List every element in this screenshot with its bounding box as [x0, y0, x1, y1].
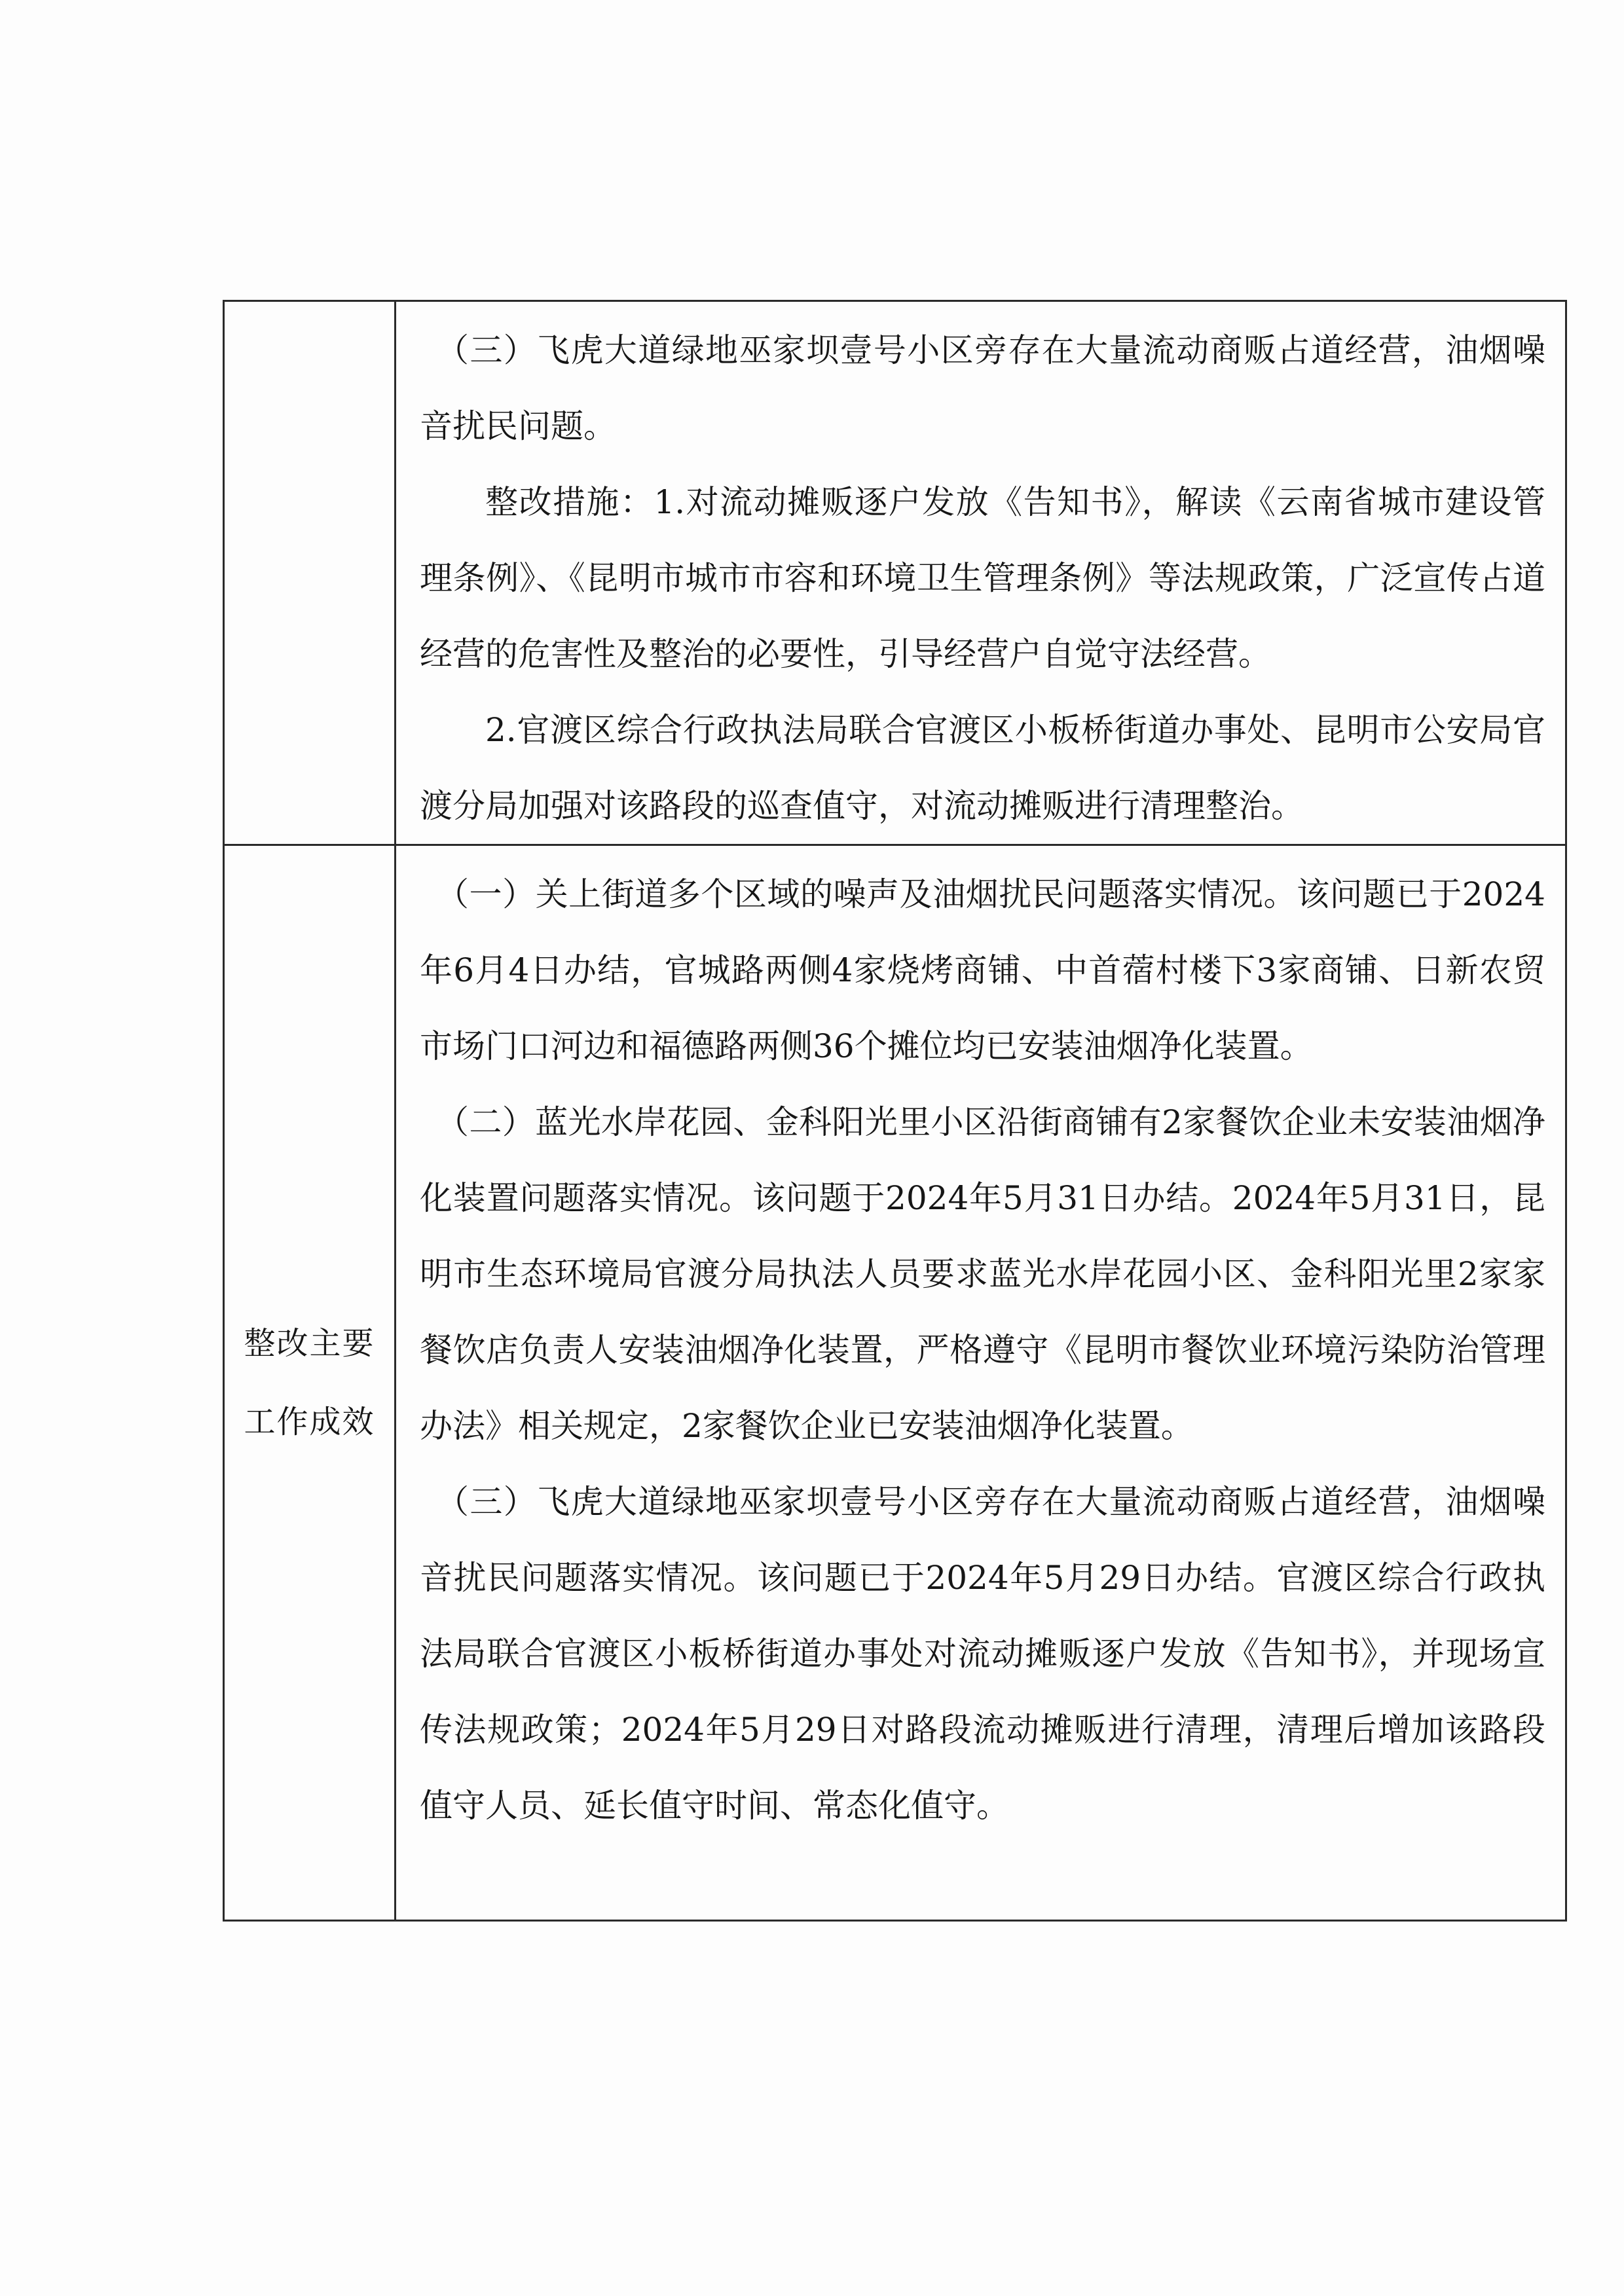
results-label-line2: 工作成效: [244, 1404, 375, 1440]
measure-two-paragraph: 2.官渡区综合行政执法局联合官渡区小板桥街道办事处、昆明市公安局官渡分局加强对该路段的巡查值守，对流动摊贩进行清理整治。: [420, 711, 1545, 825]
result-two-paragraph: （二）蓝光水岸花园、金科阳光里小区沿街商铺有2家餐饮企业未安装油烟净化装置问题落实情况。该问题于2024年5月31日办结。2024年5月31日，昆明市生态环境局官渡分局执法人员要求蓝光水岸花园小区、金科阳光里2家家餐饮店负责人安装油烟净化装置，严格遵守《昆明市餐饮业环境污染防治管理办法》相关规定，2家餐饮企业已安装油烟净化装置。: [420, 1103, 1545, 1445]
results-label-cell: [224, 845, 396, 1921]
table-row-measures: [224, 301, 1566, 845]
measure-one-paragraph: 整改措施：1.对流动摊贩逐户发放《告知书》，解读《云南省城市建设管理条例》、《昆明市城市市容和环境卫生管理条例》等法规政策，广泛宣传占道经营的危害性及整治的必要性，引导经营户自觉守法经营。: [420, 483, 1545, 673]
table-row-results: [224, 845, 1566, 1921]
result-one-paragraph: （一）关上街道多个区域的噪声及油烟扰民问题落实情况。该问题已于2024年6月4日办结，官城路两侧4家烧烤商铺、中首蓿村楼下3家商铺、日新农贸市场门口河边和福德路两侧36个摊位均已安装油烟净化装置。: [420, 875, 1545, 1065]
measures-content-cell: [396, 301, 1566, 845]
issue-three-paragraph: （三）飞虎大道绿地巫家坝壹号小区旁存在大量流动商贩占道经营，油烟噪音扰民问题。: [420, 331, 1545, 445]
result-three-paragraph: （三）飞虎大道绿地巫家坝壹号小区旁存在大量流动商贩占道经营，油烟噪音扰民问题落实情况。该问题已于2024年5月29日办结。官渡区综合行政执法局联合官渡区小板桥街道办事处对流动摊贩逐户发放《告知书》，并现场宣传法规政策；2024年5月29日对路段流动摊贩进行清理，清理后增加该路段值守人员、延长值守时间、常态化值守。: [420, 1483, 1545, 1825]
rectification-table: [223, 300, 1567, 1922]
results-content-cell: [396, 845, 1566, 1921]
results-label-line1: 整改主要: [244, 1325, 375, 1362]
row-label-cell-empty: [224, 301, 396, 845]
